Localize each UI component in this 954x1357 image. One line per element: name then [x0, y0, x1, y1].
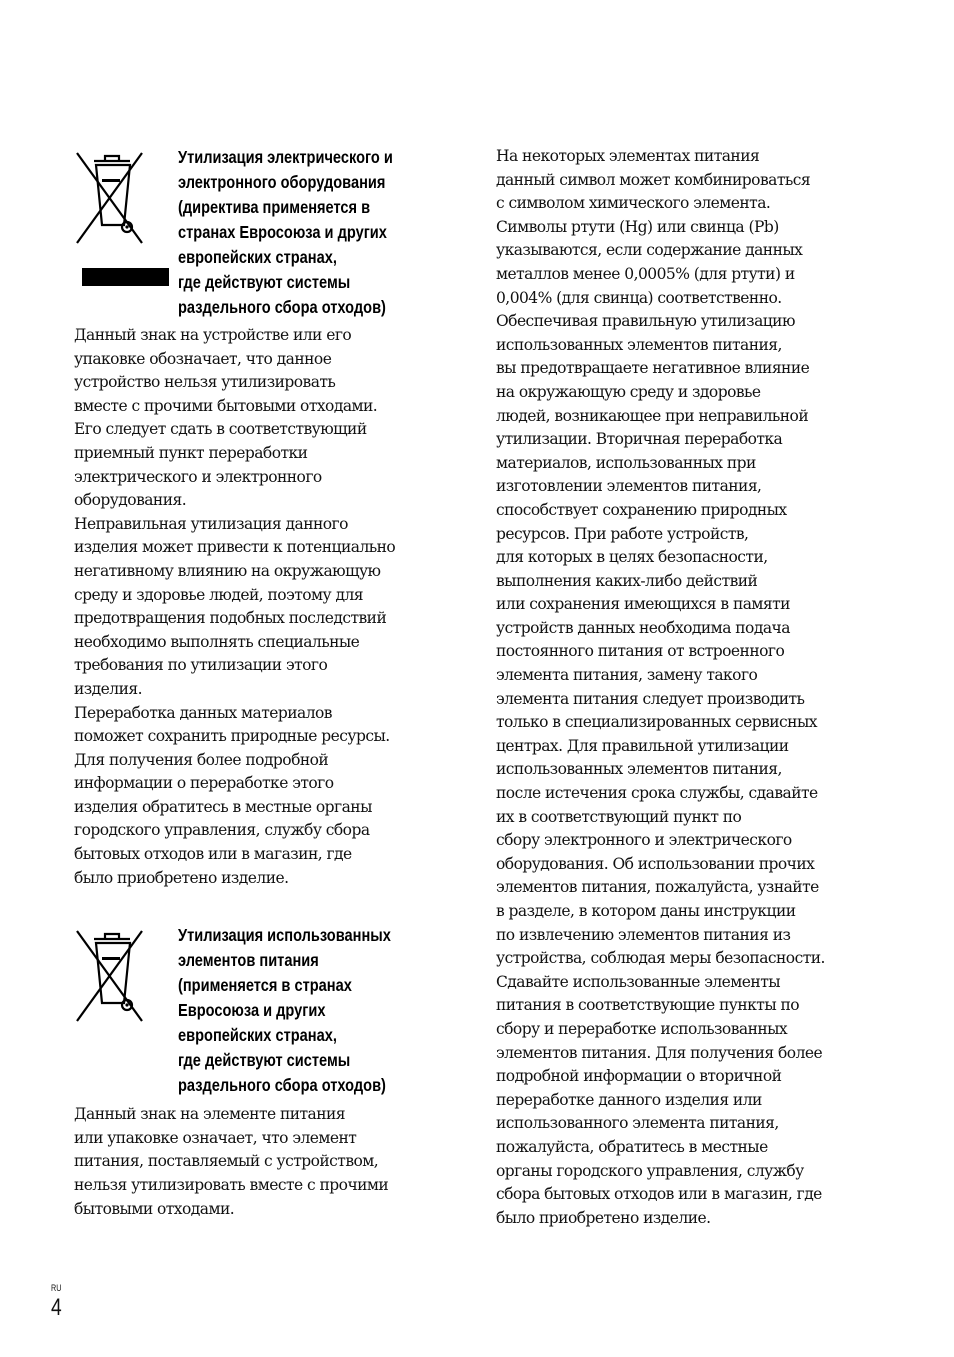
text-line: (директива применяется в: [178, 197, 371, 217]
text-line: постоянного питания от встроенного: [496, 642, 785, 661]
text-line: указываются, если содержание данных: [496, 241, 803, 260]
text-line: или сохранения имеющихся в памяти: [496, 595, 790, 614]
text-line: 0,004% (для свинца) соответственно.: [496, 288, 782, 307]
text-line: было приобретено изделие.: [496, 1208, 711, 1227]
text-line: пожалуйста, обратитесь в местные: [496, 1137, 768, 1156]
text-line: элементов питания, пожалуйста, узнайте: [496, 878, 819, 897]
text-line: органы городского управления, службу: [496, 1161, 804, 1180]
crossed-out-wheeled-bin-icon: [74, 925, 144, 1025]
text-line: данный символ может комбинироваться: [496, 170, 811, 189]
text-line: Евросоюза и других: [178, 1000, 326, 1021]
text-line: ресурсов. При работе устройств,: [496, 524, 749, 543]
text-line: Утилизация электрического и: [178, 147, 393, 167]
text-line: приемный пункт переработки: [74, 443, 308, 462]
text-line: оборудования.: [74, 491, 187, 510]
text-line: устройств данных необходима подача: [496, 618, 790, 637]
text-line: питания в соответствующие пункты по: [496, 996, 800, 1015]
language-code: RU: [51, 1283, 62, 1293]
text-line: вы предотвращаете негативное влияние: [496, 359, 810, 378]
text-line: элементов питания. Для получения более: [496, 1043, 823, 1062]
text-line: электронного оборудования: [178, 172, 386, 192]
section-body: [74, 324, 454, 890]
text-line: Данный знак на устройстве или его: [74, 326, 352, 344]
text-line: после истечения срока службы, сдавайте: [496, 784, 818, 803]
text-line: питания, поставляемый с устройством,: [74, 1152, 379, 1171]
page-footer: [51, 1283, 64, 1321]
text-line: устройства, соблюдая меры безопасности.: [496, 949, 825, 968]
text-line: вместе с прочими бытовыми отходами.: [74, 396, 378, 415]
right-column: [496, 145, 876, 1230]
text-line: переработке данного изделия или: [496, 1090, 762, 1109]
section-heading: [178, 923, 419, 1098]
section-body: [74, 1103, 454, 1221]
text-line: городского управления, службу сбора: [74, 821, 370, 840]
battery-chemical-info-text: [496, 145, 876, 1230]
text-line: Его следует сдать в соответствующий: [74, 420, 367, 439]
text-line: элемента питания следует производить: [496, 689, 805, 708]
text-line: предотвращения подобных последствий: [74, 609, 387, 628]
text-line: информации о переработке этого: [74, 774, 334, 793]
text-line: сбору электронного и электрического: [496, 831, 792, 850]
text-line: людей, возникающее при неправильной: [496, 406, 809, 425]
bin-underline-bar: [82, 268, 169, 286]
text-line: упаковке обозначает, что данное: [74, 349, 332, 368]
text-line: Сдавайте использованные элементы: [496, 972, 780, 991]
text-line: центрах. Для правильной утилизации: [496, 736, 789, 755]
text-line: На некоторых элементах питания: [496, 147, 760, 165]
text-line: материалов, использованных при: [496, 453, 756, 472]
text-line: сбору и переработке использованных: [496, 1019, 788, 1038]
text-line: раздельного сбора отходов): [178, 1075, 386, 1096]
text-line: утилизации. Вторичная переработка: [496, 430, 783, 449]
text-line: изготовлении элементов питания,: [496, 477, 762, 496]
text-line: (применяется в странах: [178, 975, 352, 996]
text-line: на окружающую среду и здоровье: [496, 382, 761, 401]
text-line: с символом химического элемента.: [496, 194, 771, 213]
text-line: среду и здоровье людей, поэтому для: [74, 585, 363, 604]
section-heading: [178, 145, 419, 320]
text-line: оборудования. Об использовании прочих: [496, 854, 815, 873]
text-line: устройство нельзя утилизировать: [74, 373, 336, 392]
text-line: Символы ртути (Hg) или свинца (Pb): [496, 217, 779, 236]
text-line: металлов менее 0,0005% (для ртути) и: [496, 264, 795, 283]
text-line: европейских странах,: [178, 247, 337, 267]
text-line: изделия.: [74, 679, 142, 698]
text-line: Для получения более подробной: [74, 750, 329, 769]
text-line: Данный знак на элементе питания: [74, 1105, 346, 1124]
text-line: европейских странах,: [178, 1025, 337, 1046]
text-line: Утилизация использованных: [178, 925, 391, 946]
text-line: где действуют системы: [178, 272, 351, 292]
text-line: электрического и электронного: [74, 467, 322, 486]
battery-section-header: [74, 923, 454, 1103]
text-line: подробной информации о вторичной: [496, 1067, 782, 1086]
text-line: где действуют системы: [178, 1050, 351, 1071]
text-line: необходимо выполнять специальные: [74, 632, 360, 651]
text-line: было приобретено изделие.: [74, 868, 289, 887]
text-line: Переработка данных материалов: [74, 703, 332, 722]
text-line: изделия обратитесь в местные органы: [74, 797, 372, 816]
text-line: требования по утилизации этого: [74, 656, 328, 675]
text-line: элементов питания: [178, 950, 319, 971]
text-line: их в соответствующий пункт по: [496, 807, 742, 826]
text-line: сбора бытовых отходов или в магазин, где: [496, 1185, 822, 1204]
text-line: изделия может привести к потенциально: [74, 538, 396, 557]
text-line: бытовыми отходами.: [74, 1199, 235, 1218]
text-line: в разделе, в котором даны инструкции: [496, 902, 796, 920]
text-line: бытовых отходов или в магазин, где: [74, 845, 352, 864]
text-line: использованного элемента питания,: [496, 1114, 779, 1133]
text-line: использованных элементов питания,: [496, 760, 782, 779]
text-line: нельзя утилизировать вместе с прочими: [74, 1176, 389, 1195]
text-line: элемента питания, замену такого: [496, 666, 758, 685]
text-line: только в специализированных сервисных: [496, 713, 817, 732]
text-line: Обеспечивая правильную утилизацию: [496, 312, 795, 331]
left-column: [74, 145, 454, 1221]
text-line: Неправильная утилизация данного: [74, 514, 348, 533]
crossed-out-wheeled-bin-icon: [74, 147, 144, 247]
text-line: выполнения каких-либо действий: [496, 571, 758, 590]
page-number: 4: [51, 1294, 62, 1321]
text-line: или упаковке означает, что элемент: [74, 1128, 357, 1147]
text-line: по извлечению элементов питания из: [496, 925, 791, 944]
text-line: поможет сохранить природные ресурсы.: [74, 727, 390, 746]
text-line: для которых в целях безопасности,: [496, 548, 768, 567]
text-line: использованных элементов питания,: [496, 335, 782, 354]
text-line: негативному влиянию на окружающую: [74, 561, 381, 580]
text-line: раздельного сбора отходов): [178, 297, 386, 317]
text-line: странах Евросоюза и других: [178, 222, 387, 242]
text-line: способствует сохранению природных: [496, 500, 787, 519]
weee-section-header: [74, 145, 454, 324]
